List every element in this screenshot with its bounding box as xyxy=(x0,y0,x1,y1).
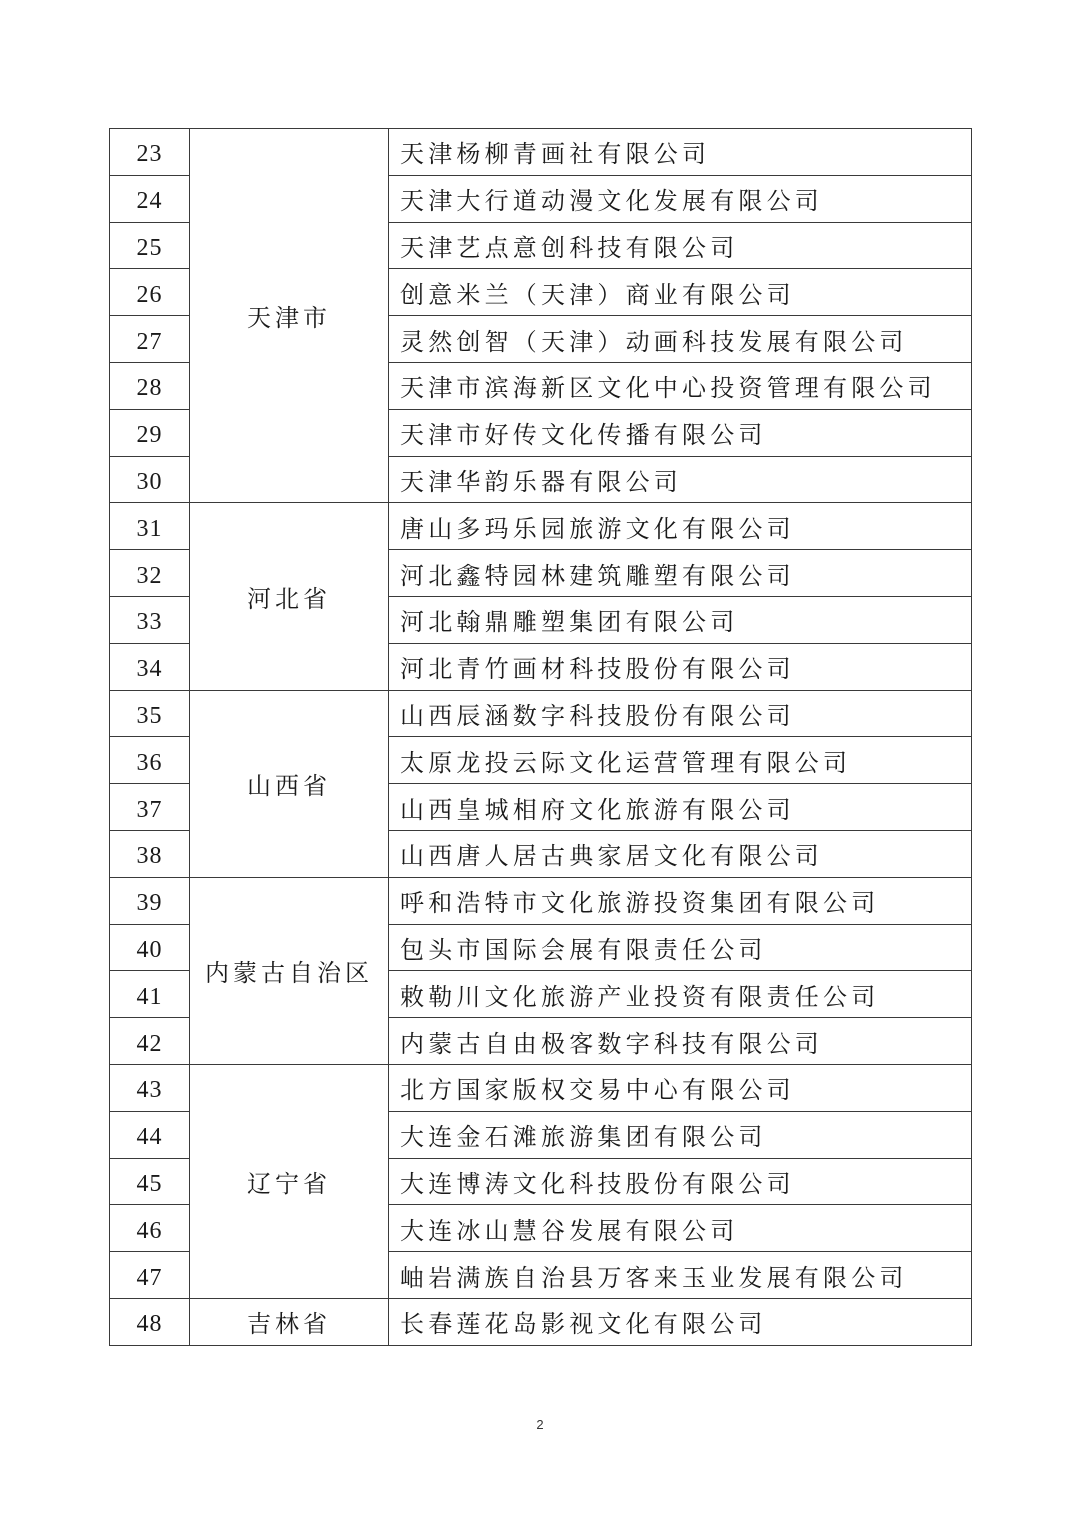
company-name: 太原龙投云际文化运营管理有限公司 xyxy=(389,737,972,784)
row-number: 46 xyxy=(110,1205,190,1252)
row-number: 29 xyxy=(110,409,190,456)
row-number: 23 xyxy=(110,129,190,176)
row-number: 42 xyxy=(110,1018,190,1065)
province-cell: 辽宁省 xyxy=(190,1064,389,1298)
company-name: 天津杨柳青画社有限公司 xyxy=(389,129,972,176)
company-name: 山西辰涵数字科技股份有限公司 xyxy=(389,690,972,737)
row-number: 43 xyxy=(110,1064,190,1111)
company-list-table xyxy=(109,128,972,1346)
province-cell: 天津市 xyxy=(190,129,389,503)
company-name: 山西唐人居古典家居文化有限公司 xyxy=(389,830,972,877)
company-name: 天津艺点意创科技有限公司 xyxy=(389,222,972,269)
company-name: 大连金石滩旅游集团有限公司 xyxy=(389,1111,972,1158)
company-name: 天津市好传文化传播有限公司 xyxy=(389,409,972,456)
row-number: 38 xyxy=(110,830,190,877)
table-row xyxy=(110,690,972,737)
table-row xyxy=(110,1298,972,1345)
province-cell: 河北省 xyxy=(190,503,389,690)
company-name: 创意米兰（天津）商业有限公司 xyxy=(389,269,972,316)
company-name: 呼和浩特市文化旅游投资集团有限公司 xyxy=(389,877,972,924)
company-name: 灵然创智（天津）动画科技发展有限公司 xyxy=(389,316,972,363)
table-row xyxy=(110,1064,972,1111)
company-name: 大连冰山慧谷发展有限公司 xyxy=(389,1205,972,1252)
company-name: 天津大行道动漫文化发展有限公司 xyxy=(389,175,972,222)
row-number: 48 xyxy=(110,1298,190,1345)
row-number: 28 xyxy=(110,362,190,409)
row-number: 34 xyxy=(110,643,190,690)
row-number: 30 xyxy=(110,456,190,503)
company-name: 包头市国际会展有限责任公司 xyxy=(389,924,972,971)
row-number: 41 xyxy=(110,971,190,1018)
company-name: 天津华韵乐器有限公司 xyxy=(389,456,972,503)
row-number: 36 xyxy=(110,737,190,784)
table-row xyxy=(110,129,972,176)
row-number: 33 xyxy=(110,596,190,643)
row-number: 37 xyxy=(110,784,190,831)
company-name: 天津市滨海新区文化中心投资管理有限公司 xyxy=(389,362,972,409)
row-number: 32 xyxy=(110,550,190,597)
row-number: 40 xyxy=(110,924,190,971)
row-number: 24 xyxy=(110,175,190,222)
company-name: 山西皇城相府文化旅游有限公司 xyxy=(389,784,972,831)
company-name: 唐山多玛乐园旅游文化有限公司 xyxy=(389,503,972,550)
company-name: 长春莲花岛影视文化有限公司 xyxy=(389,1298,972,1345)
company-name: 河北翰鼎雕塑集团有限公司 xyxy=(389,596,972,643)
row-number: 47 xyxy=(110,1252,190,1299)
company-name: 内蒙古自由极客数字科技有限公司 xyxy=(389,1018,972,1065)
province-cell: 吉林省 xyxy=(190,1298,389,1345)
row-number: 45 xyxy=(110,1158,190,1205)
company-name: 河北鑫特园林建筑雕塑有限公司 xyxy=(389,550,972,597)
company-name: 河北青竹画材科技股份有限公司 xyxy=(389,643,972,690)
company-name: 大连博涛文化科技股份有限公司 xyxy=(389,1158,972,1205)
row-number: 27 xyxy=(110,316,190,363)
province-cell: 内蒙古自治区 xyxy=(190,877,389,1064)
province-cell: 山西省 xyxy=(190,690,389,877)
row-number: 25 xyxy=(110,222,190,269)
row-number: 26 xyxy=(110,269,190,316)
table-body xyxy=(110,129,972,1346)
table-row xyxy=(110,503,972,550)
table-row xyxy=(110,877,972,924)
row-number: 31 xyxy=(110,503,190,550)
company-name: 北方国家版权交易中心有限公司 xyxy=(389,1064,972,1111)
page-number: 2 xyxy=(536,1417,544,1432)
company-name: 敕勒川文化旅游产业投资有限责任公司 xyxy=(389,971,972,1018)
row-number: 35 xyxy=(110,690,190,737)
row-number: 39 xyxy=(110,877,190,924)
row-number: 44 xyxy=(110,1111,190,1158)
company-name: 岫岩满族自治县万客来玉业发展有限公司 xyxy=(389,1252,972,1299)
